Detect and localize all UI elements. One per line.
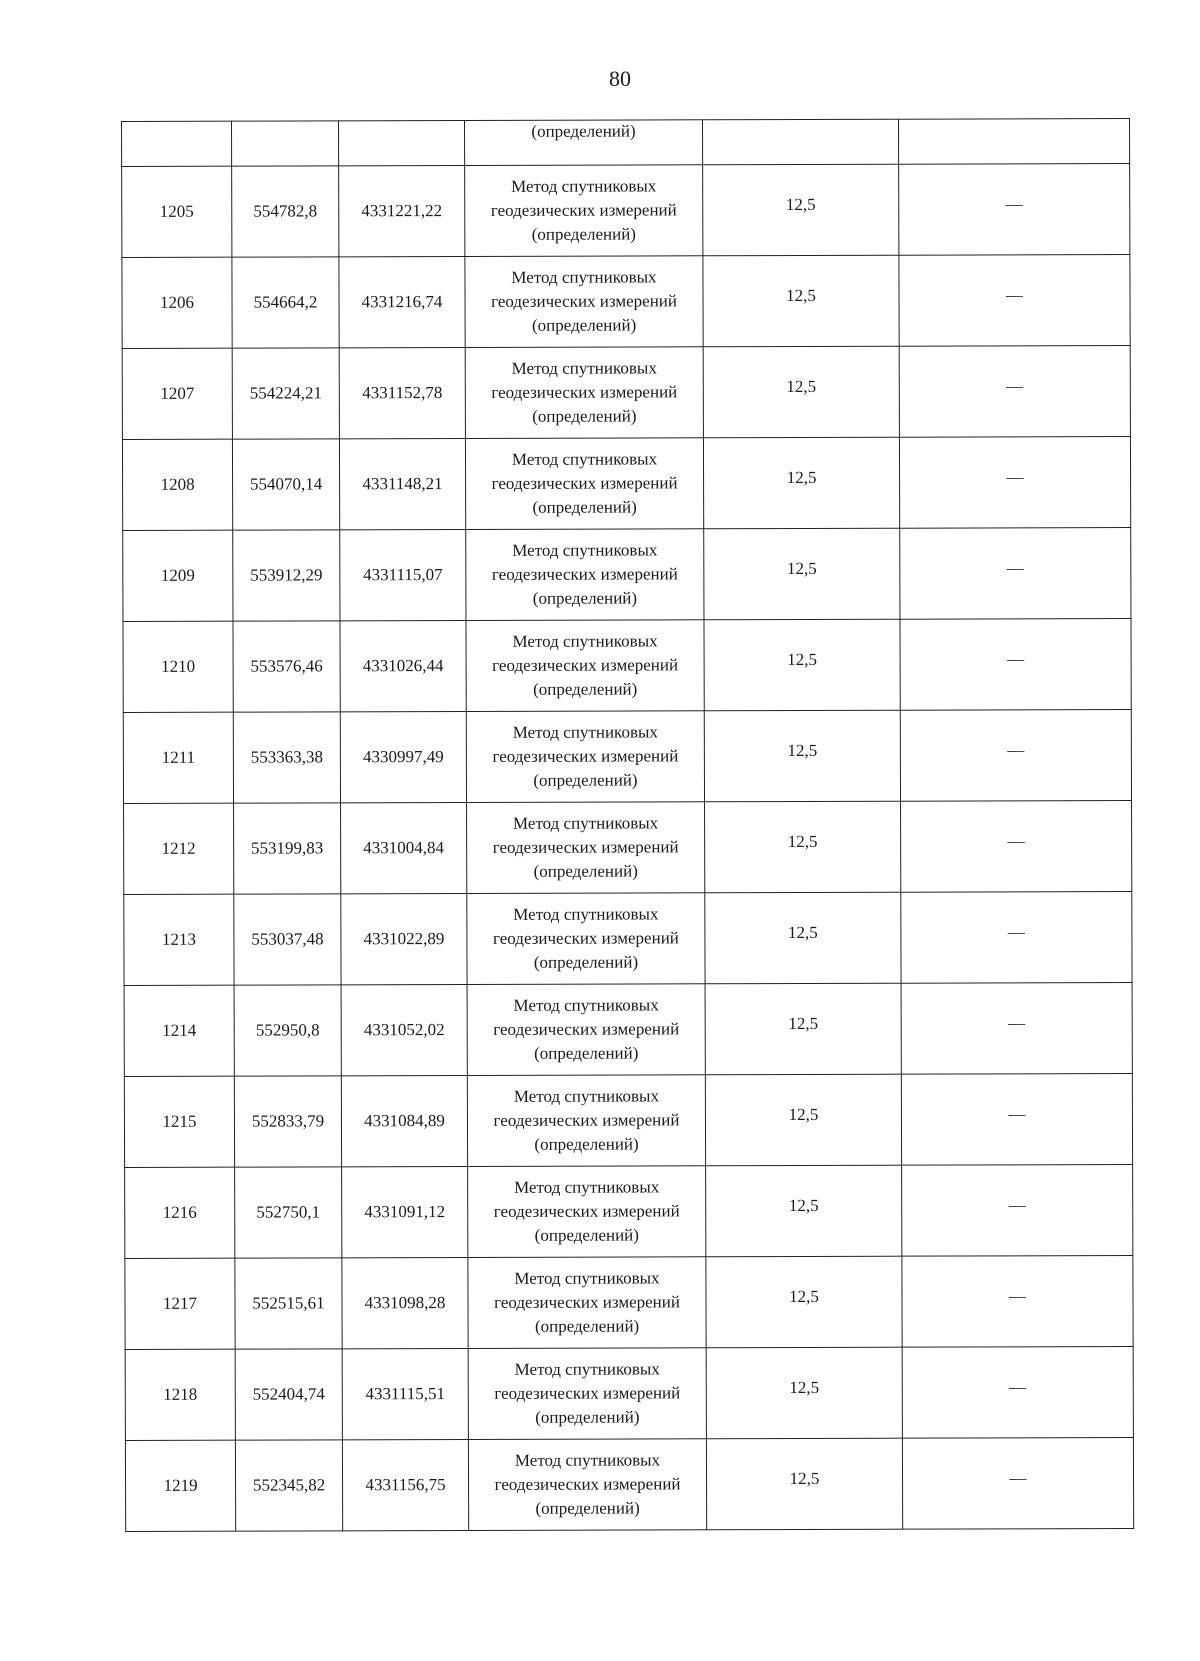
method-cell (467, 802, 705, 894)
method-line: Метод спутниковых (513, 995, 659, 1015)
method-cell (466, 711, 704, 803)
method-cell (465, 438, 703, 530)
note-cell-text: — (1007, 831, 1025, 851)
method-line: (определений) (533, 679, 638, 699)
note-cell (900, 619, 1131, 711)
table-row (124, 983, 1132, 1077)
method-cell (468, 1166, 706, 1258)
method-line: геодезических измерений (491, 564, 678, 584)
note-cell-text: — (1009, 1468, 1027, 1488)
y-coordinate-cell: 4331084,89 (341, 1075, 467, 1166)
method-cell (465, 347, 703, 439)
x-coordinate-cell: 552750,1 (235, 1167, 342, 1258)
method-line: (определений) (533, 770, 638, 790)
method-line: Метод спутниковых (514, 1359, 660, 1379)
accuracy-cell (705, 983, 901, 1075)
y-coordinate-cell: 4331004,84 (341, 802, 467, 893)
accuracy-cell-text: 12,5 (789, 1286, 819, 1307)
y-coordinate-cell: 4331022,89 (341, 893, 467, 984)
table-row (125, 1347, 1133, 1441)
method-line: (определений) (534, 1043, 639, 1063)
note-cell (899, 437, 1130, 529)
method-line: геодезических измерений (492, 837, 679, 857)
empty-cell (122, 121, 232, 166)
point-number-cell: 1218 (125, 1349, 235, 1440)
note-cell (899, 255, 1130, 347)
method-cell (465, 165, 703, 257)
point-number-cell: 1205 (122, 166, 232, 257)
accuracy-cell-text: 12,5 (788, 922, 818, 943)
x-coordinate-cell: 554070,14 (232, 439, 339, 530)
point-number-cell: 1210 (123, 621, 233, 712)
note-cell (900, 528, 1131, 620)
empty-cell (339, 120, 465, 165)
point-number-cell: 1217 (125, 1258, 235, 1349)
method-line: (определений) (535, 1498, 640, 1518)
point-number-cell: 1211 (123, 712, 233, 803)
note-cell-text: — (1008, 1013, 1026, 1033)
method-line: геодезических измерений (492, 746, 679, 766)
method-cell (468, 1257, 706, 1349)
method-line: Метод спутниковых (511, 449, 658, 469)
note-cell (902, 1347, 1133, 1439)
method-line: геодезических измерений (494, 1474, 681, 1494)
method-line: геодезических измерений (492, 655, 679, 675)
accuracy-cell-text: 12,5 (786, 467, 817, 488)
table-row (122, 346, 1130, 440)
table-row (124, 801, 1132, 895)
note-cell-text: — (1008, 1104, 1026, 1124)
x-coordinate-cell: 553363,38 (233, 712, 340, 803)
note-cell (899, 164, 1130, 256)
x-coordinate-cell: 554782,8 (232, 166, 339, 257)
method-line: Метод спутниковых (512, 540, 658, 560)
accuracy-cell-text: 12,5 (788, 1013, 819, 1034)
method-cell (467, 1075, 705, 1167)
accuracy-cell (703, 437, 899, 529)
x-coordinate-cell: 553576,46 (233, 621, 340, 712)
y-coordinate-cell: 4331152,78 (339, 347, 465, 438)
method-line: (определений) (531, 224, 636, 244)
empty-cell (702, 119, 898, 165)
method-cell (468, 1439, 706, 1531)
accuracy-cell (705, 1074, 901, 1166)
x-coordinate-cell: 553037,48 (234, 894, 341, 985)
point-number-cell: 1206 (122, 257, 232, 348)
y-coordinate-cell: 4331091,12 (342, 1166, 468, 1257)
method-cell (466, 529, 704, 621)
x-coordinate-cell: 553912,29 (233, 530, 340, 621)
accuracy-cell (704, 710, 900, 802)
accuracy-cell-text: 12,5 (785, 194, 816, 215)
note-cell (901, 801, 1132, 893)
accuracy-cell (705, 892, 901, 984)
accuracy-cell-text: 12,5 (786, 285, 816, 306)
note-cell (902, 1256, 1133, 1348)
method-cell (465, 256, 703, 348)
note-cell (901, 983, 1132, 1075)
point-number-cell: 1215 (124, 1076, 234, 1167)
point-number-cell: 1212 (124, 803, 234, 894)
note-cell-text: — (1006, 376, 1024, 396)
y-coordinate-cell: 4331156,75 (342, 1439, 468, 1530)
accuracy-cell-text: 12,5 (788, 1195, 819, 1216)
method-line: (определений) (532, 406, 637, 426)
method-line: геодезических измерений (494, 1383, 681, 1403)
accuracy-cell-text: 12,5 (788, 1104, 819, 1125)
method-line: геодезических измерений (493, 1201, 680, 1221)
method-line: геодезических измерений (491, 473, 678, 493)
x-coordinate-cell: 553199,83 (234, 803, 341, 894)
method-line: геодезических измерений (491, 382, 678, 402)
table-row (124, 1074, 1132, 1168)
y-coordinate-cell: 4331098,28 (342, 1257, 468, 1348)
note-cell-text: — (1009, 1377, 1027, 1397)
method-line: Метод спутниковых (512, 631, 658, 651)
method-line: (определений) (535, 1407, 640, 1427)
accuracy-cell (704, 619, 900, 711)
method-line: Метод спутниковых (511, 267, 657, 287)
accuracy-cell (703, 164, 899, 256)
method-line: Метод спутниковых (511, 358, 657, 378)
accuracy-cell-text: 12,5 (787, 831, 818, 852)
x-coordinate-cell: 552950,8 (234, 985, 341, 1076)
table-row (124, 892, 1132, 986)
table-row (122, 164, 1130, 258)
method-line: Метод спутниковых (512, 722, 658, 742)
method-line: (определений) (534, 1316, 640, 1336)
method-line: (определений) (534, 1134, 639, 1154)
method-line: Метод спутниковых (513, 904, 659, 924)
empty-cell (232, 121, 339, 166)
accuracy-cell-text: 12,5 (789, 1468, 820, 1489)
table-row (125, 1165, 1133, 1259)
point-number-cell: 1209 (123, 530, 233, 621)
method-line: геодезических измерений (494, 1292, 680, 1312)
note-cell (900, 710, 1131, 802)
method-line: геодезических измерений (493, 1019, 680, 1039)
method-line: Метод спутниковых (514, 1268, 660, 1288)
point-number-cell: 1207 (122, 348, 232, 439)
method-line: Метод спутниковых (514, 1177, 660, 1197)
note-cell-text: — (1007, 740, 1025, 760)
table-row (122, 255, 1130, 349)
method-line: Метод спутниковых (511, 176, 657, 196)
method-line: Метод спутниковых (512, 813, 659, 833)
method-line: (определений) (533, 952, 639, 972)
accuracy-cell (703, 346, 899, 438)
point-number-cell: 1219 (125, 1440, 235, 1531)
note-cell (899, 346, 1130, 438)
accuracy-cell (706, 1256, 902, 1348)
table-row (123, 528, 1131, 622)
empty-cell (898, 119, 1129, 165)
accuracy-cell (706, 1165, 902, 1257)
coordinates-table (121, 118, 1134, 1532)
method-line: геодезических измерений (493, 1110, 680, 1130)
y-coordinate-cell: 4330997,49 (340, 711, 466, 802)
note-cell (901, 1074, 1132, 1166)
accuracy-cell (704, 528, 900, 620)
y-coordinate-cell: 4331115,07 (340, 529, 466, 620)
accuracy-cell-text: 12,5 (789, 1377, 820, 1398)
y-coordinate-cell: 4331052,02 (341, 984, 467, 1075)
accuracy-cell (706, 1347, 902, 1439)
table-row (125, 1256, 1133, 1350)
y-coordinate-cell: 4331115,51 (342, 1348, 468, 1439)
method-cell (467, 893, 705, 985)
method-line: (определений) (531, 315, 637, 335)
method-cell (467, 984, 705, 1076)
accuracy-cell-text: 12,5 (787, 649, 818, 670)
note-cell-text: — (1007, 649, 1025, 669)
x-coordinate-cell: 552404,74 (235, 1349, 342, 1440)
method-line: (определений) (532, 588, 638, 608)
method-cell (468, 1348, 706, 1440)
x-coordinate-cell: 554664,2 (232, 257, 339, 348)
page-number: 80 (609, 66, 631, 91)
note-cell-text: — (1007, 922, 1025, 942)
method-line: (определений) (534, 1225, 639, 1245)
point-number-cell: 1208 (122, 439, 232, 530)
table-row (122, 437, 1130, 531)
note-cell-text: — (1006, 558, 1024, 578)
table-row (123, 710, 1131, 804)
note-cell-text: — (1008, 1286, 1027, 1306)
accuracy-cell-text: 12,5 (786, 558, 817, 579)
note-cell-text: — (1006, 467, 1024, 487)
x-coordinate-cell: 554224,21 (232, 348, 339, 439)
point-number-cell: 1214 (124, 985, 234, 1076)
note-cell-text: — (1008, 1195, 1026, 1215)
note-cell (901, 892, 1132, 984)
y-coordinate-cell: 4331216,74 (339, 256, 465, 347)
x-coordinate-cell: 552345,82 (235, 1440, 342, 1531)
x-coordinate-cell: 552833,79 (234, 1076, 341, 1167)
method-line: (определений) (533, 861, 638, 881)
method-line: геодезических измерений (492, 928, 679, 948)
accuracy-cell (706, 1438, 902, 1530)
y-coordinate-cell: 4331148,21 (339, 438, 465, 529)
y-coordinate-cell: 4331221,22 (339, 165, 465, 256)
method-line: (определений) (532, 497, 637, 517)
point-number-cell: 1213 (124, 894, 234, 985)
accuracy-cell (705, 801, 901, 893)
accuracy-cell-text: 12,5 (786, 376, 817, 397)
table-row (123, 619, 1131, 713)
method-line: геодезических измерений (490, 200, 677, 220)
point-number-cell: 1216 (125, 1167, 235, 1258)
method-line: Метод спутниковых (513, 1086, 660, 1106)
x-coordinate-cell: 552515,61 (235, 1258, 342, 1349)
note-cell-text: — (1005, 194, 1023, 214)
method-cell (466, 620, 704, 712)
note-cell (902, 1438, 1133, 1530)
y-coordinate-cell: 4331026,44 (340, 620, 466, 711)
accuracy-cell (703, 255, 899, 347)
table-row (125, 1438, 1133, 1532)
method-line: геодезических измерений (491, 291, 678, 311)
note-cell-text: — (1005, 285, 1024, 305)
method-continuation-cell: (определений) (464, 120, 702, 166)
continuation-row (122, 119, 1130, 167)
accuracy-cell-text: 12,5 (787, 740, 818, 761)
method-line: Метод спутниковых (514, 1450, 661, 1470)
note-cell (902, 1165, 1133, 1257)
